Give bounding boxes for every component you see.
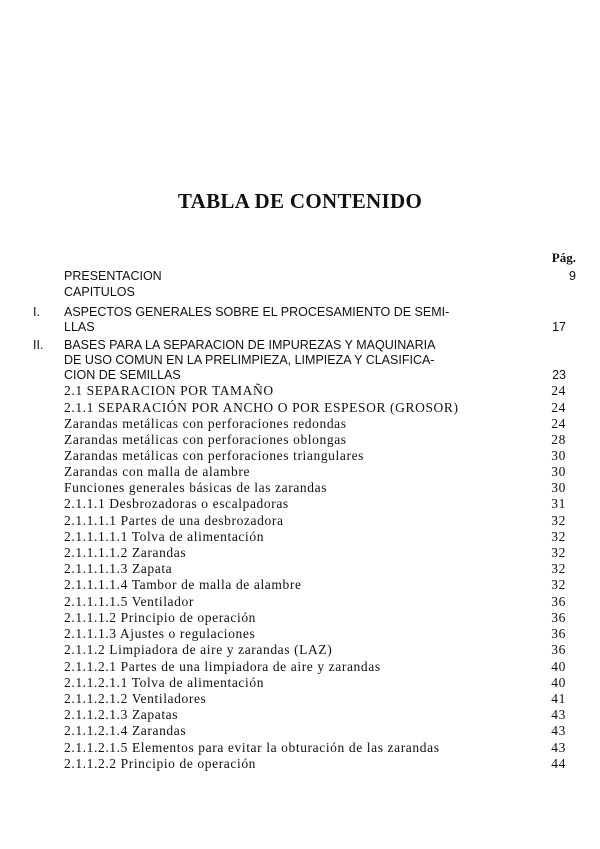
toc-entry-page: 36 <box>551 642 566 657</box>
toc-entry-text: CAPITULOS <box>64 285 135 299</box>
toc-entry <box>0 432 600 448</box>
toc-entry-text: 2.1.1.1.1.2 Zarandas <box>64 545 187 560</box>
toc-entry-text: ASPECTOS GENERALES SOBRE EL PROCESAMIENTO DE SEMI- <box>64 305 450 319</box>
toc-entry <box>0 610 600 626</box>
toc-entry <box>0 594 600 610</box>
toc-entry-text: Zarandas metálicas con perforaciones oblongas <box>64 432 347 447</box>
toc-entry-text: 2.1.1.2.1 Partes de una limpiadora de aire y zarandas <box>64 659 381 674</box>
toc-entry-page: 36 <box>551 594 566 609</box>
toc-entry-page: 43 <box>551 740 566 755</box>
toc-entry-page: 28 <box>551 432 566 447</box>
toc-entry <box>0 319 600 335</box>
page-column-header: Pág. <box>551 250 576 265</box>
toc-entry-page: 32 <box>551 545 566 560</box>
toc-entry-page: 32 <box>551 513 566 528</box>
toc-entry <box>0 545 600 561</box>
toc-entry-number: I. <box>33 305 40 319</box>
toc-entry-text: BASES PARA LA SEPARACION DE IMPUREZAS Y MAQUINARIA <box>64 338 436 352</box>
toc-entry-page: 40 <box>551 659 566 674</box>
toc-entry <box>0 529 600 545</box>
toc-entry <box>0 496 600 512</box>
toc-entry <box>0 304 600 320</box>
toc-entry-text: Zarandas metálicas con perforaciones redondas <box>64 416 347 431</box>
toc-entry-page: 40 <box>551 675 566 690</box>
toc-entry-page: 32 <box>551 561 566 576</box>
toc-entry-text: 2.1.1.1.1.5 Ventilador <box>64 594 194 609</box>
toc-entry <box>0 448 600 464</box>
toc-entry-text: DE USO COMUN EN LA PRELIMPIEZA, LIMPIEZA Y CLASIFICA- <box>64 353 435 367</box>
toc-entry <box>0 577 600 593</box>
toc-entry-text: 2.1.1.2 Limpiadora de aire y zarandas (LAZ) <box>64 642 333 657</box>
toc-entry-page: 23 <box>552 368 566 382</box>
toc-entry-text: 2.1.1.2.2 Principio de operación <box>64 756 257 771</box>
toc-entry-page: 30 <box>551 480 566 495</box>
toc-entry-page: 30 <box>551 448 566 463</box>
toc-entry-text: PRESENTACION <box>64 269 162 283</box>
toc-entry-page: 32 <box>551 577 566 592</box>
toc-entry <box>0 464 600 480</box>
toc-entry-page: 36 <box>551 626 566 641</box>
toc-entry <box>0 513 600 529</box>
toc-entry-text: 2.1.1.2.1.2 Ventiladores <box>64 691 207 706</box>
toc-entry <box>0 337 600 353</box>
toc-entry-text: 2.1.1.1.1 Partes de una desbrozadora <box>64 513 284 528</box>
toc-entry-page: 17 <box>552 320 566 334</box>
toc-entry <box>0 400 600 416</box>
toc-entry-page: 30 <box>551 464 566 479</box>
toc-entry <box>0 561 600 577</box>
toc-entry-text: Zarandas metálicas con perforaciones triangulares <box>64 448 365 463</box>
toc-entry <box>0 352 600 368</box>
toc-entry-text: Zarandas con malla de alambre <box>64 464 251 479</box>
toc-entry <box>0 707 600 723</box>
toc-entry <box>0 284 600 300</box>
toc-entry-text: 2.1.1.2.1.1 Tolva de alimentación <box>64 675 265 690</box>
toc-entry <box>0 480 600 496</box>
toc-entry-text: 2.1.1.1.1.1 Tolva de alimentación <box>64 529 265 544</box>
toc-entry <box>0 383 600 399</box>
toc-entry-text: Funciones generales básicas de las zarandas <box>64 480 328 495</box>
toc-entry-text: 2.1.1.1.2 Principio de operación <box>64 610 257 625</box>
toc-entry-page: 41 <box>551 691 566 706</box>
toc-entry-text: 2.1 SEPARACION POR TAMAÑO <box>64 383 274 398</box>
toc-entry-page: 43 <box>551 707 566 722</box>
toc-entry <box>0 740 600 756</box>
toc-entry-page: 43 <box>551 723 566 738</box>
toc-entry-text: 2.1.1.2.1.3 Zapatas <box>64 707 179 722</box>
toc-entry-page: 32 <box>551 529 566 544</box>
toc-entry-page: 24 <box>551 383 566 398</box>
toc-entry-text: 2.1.1.2.1.5 Elementos para evitar la obturación de las zarandas <box>64 740 440 755</box>
toc-entry-page: 24 <box>551 400 566 415</box>
page-title: TABLA DE CONTENIDO <box>177 189 423 213</box>
toc-entry <box>0 367 600 383</box>
toc-entry-text: LLAS <box>64 320 95 334</box>
toc-entry-text: 2.1.1.2.1.4 Zarandas <box>64 723 187 738</box>
toc-entry <box>0 642 600 658</box>
toc-entry-page: 31 <box>551 496 566 511</box>
toc-entry-text: 2.1.1.1.3 Ajustes o regulaciones <box>64 626 256 641</box>
toc-entry <box>0 626 600 642</box>
toc-entry <box>0 675 600 691</box>
toc-entry-page: 36 <box>551 610 566 625</box>
toc-entry-text: 2.1.1.1.1.3 Zapata <box>64 561 173 576</box>
toc-entry-page: 44 <box>551 756 566 771</box>
toc-entry-number: II. <box>33 338 44 352</box>
toc-entry <box>0 691 600 707</box>
toc-entry <box>0 416 600 432</box>
toc-entry <box>0 756 600 772</box>
toc-entry <box>0 659 600 675</box>
toc-entry <box>0 268 600 284</box>
toc-entry-text: 2.1.1.1 Desbrozadoras o escalpadoras <box>64 496 289 511</box>
toc-entry-page: 9 <box>569 269 576 283</box>
toc-entry-page: 24 <box>551 416 566 431</box>
toc-entry <box>0 723 600 739</box>
toc-entry-text: CION DE SEMILLAS <box>64 368 181 382</box>
toc-entry-text: 2.1.1.1.1.4 Tambor de malla de alambre <box>64 577 302 592</box>
toc-entry-text: 2.1.1 SEPARACIÓN POR ANCHO O POR ESPESOR (GROSOR) <box>64 400 459 415</box>
